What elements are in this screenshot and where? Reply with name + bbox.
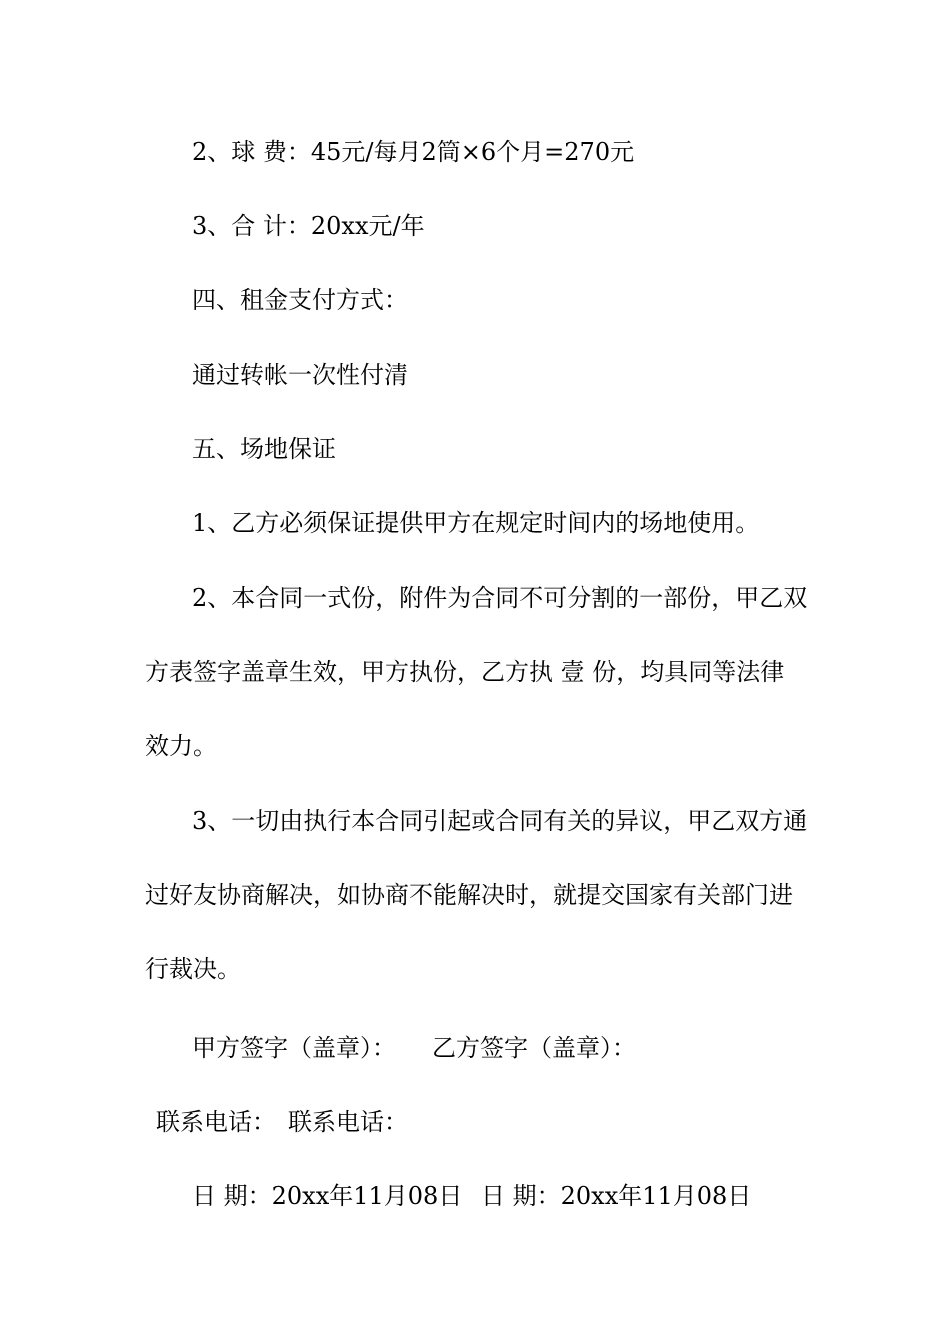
paragraph-clause-3-line-3: 行裁决。 [145,955,241,983]
party-b-phone-label: 联系电话： [288,1108,408,1136]
paragraph-clause-2-line-3: 效力。 [145,732,217,760]
party-a-signature-label: 甲方签字（盖章）： [192,1034,396,1062]
party-a-date: 日 期：20xx年11月08日 [192,1182,463,1210]
paragraph-clause-3-line-1: 3、一切由执行本合同引起或合同有关的异议，甲乙双方通 [192,807,808,835]
paragraph-clause-2-line-2: 方表签字盖章生效，甲方执份，乙方执 壹 份，均具同等法律 [145,658,785,686]
paragraph-ball-fee: 2、球 费：45元/每月2筒×6个月=270元 [192,138,635,166]
party-b-date: 日 期：20xx年11月08日 [481,1182,752,1210]
paragraph-total: 3、合 计：20xx元/年 [192,212,425,240]
heading-payment-method: 四、租金支付方式： [192,286,408,314]
paragraph-clause-2-line-1: 2、本合同一式份，附件为合同不可分割的一部份，甲乙双 [192,584,808,612]
heading-venue-guarantee: 五、场地保证 [192,435,336,463]
party-b-signature-label: 乙方签字（盖章）： [432,1034,636,1062]
paragraph-clause-1: 1、乙方必须保证提供甲方在规定时间内的场地使用。 [192,509,760,537]
party-a-phone-label: 联系电话： [156,1108,276,1136]
paragraph-clause-3-line-2: 过好友协商解决，如协商不能解决时，就提交国家有关部门进 [145,881,793,909]
paragraph-payment-transfer: 通过转帐一次性付清 [192,361,408,389]
